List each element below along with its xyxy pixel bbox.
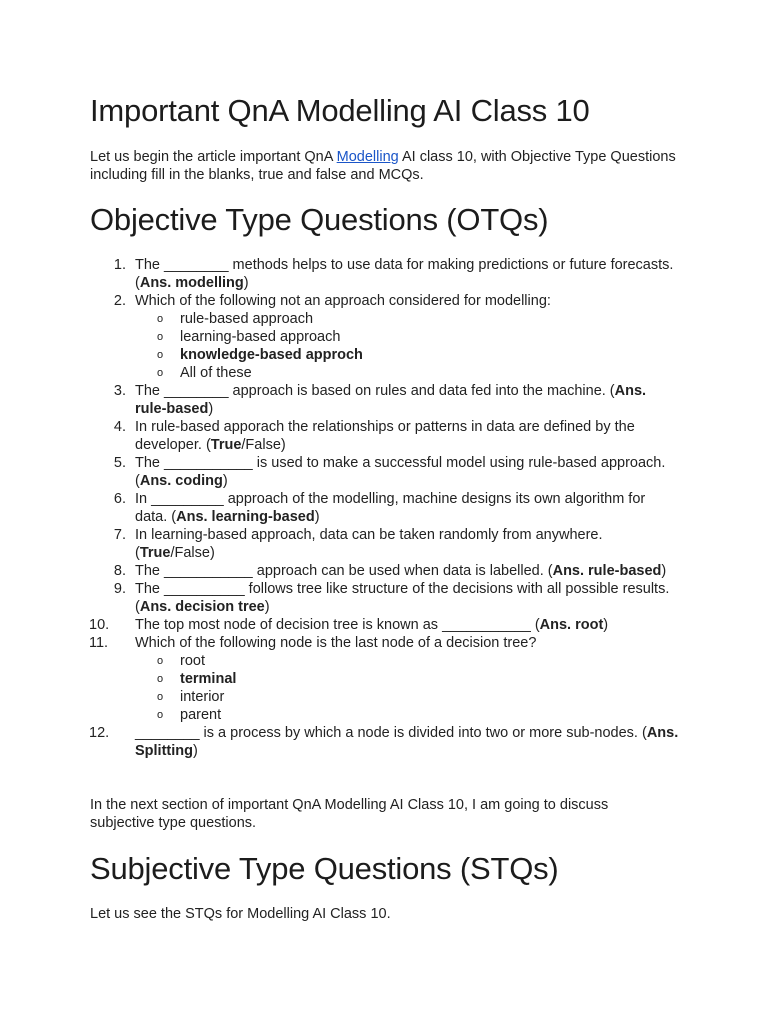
answer: Ans. root: [539, 617, 604, 633]
question-text: In _________ approach of the modelling, machine designs its own algorithm for data. (: [135, 491, 646, 525]
question-number: 11.: [89, 635, 109, 651]
circle-bullet-icon: o: [157, 709, 164, 721]
question-4: [90, 418, 680, 454]
question-9: [90, 580, 680, 616]
question-text: The top most node of decision tree is known as ___________ (: [135, 617, 540, 633]
intro-paragraph: [90, 148, 690, 184]
question-7: [90, 526, 680, 562]
question-number: 6.: [113, 491, 126, 507]
question-text: In rule-based apporach the relationships or patterns in data are defined by the developer. (: [135, 419, 635, 453]
question-number: 2.: [113, 293, 126, 309]
circle-bullet-icon: o: [157, 313, 164, 325]
circle-bullet-icon: o: [157, 673, 164, 685]
question-text-end: ): [314, 509, 320, 525]
option: o learning-based approach: [157, 329, 341, 345]
question-number: 8.: [113, 563, 126, 579]
question-10: [90, 616, 680, 634]
answer: Ans. rule-based: [552, 563, 662, 579]
option: o parent: [157, 707, 222, 723]
question-text: The ___________ approach can be used when data is labelled. (: [135, 563, 553, 579]
question-number: 3.: [113, 383, 126, 399]
question-number: 1.: [113, 257, 126, 273]
option: o interior: [157, 689, 225, 705]
question-12: [90, 724, 680, 760]
answer: True: [139, 545, 171, 561]
answer: Ans. Splitting: [135, 725, 679, 759]
question-8: [90, 562, 680, 580]
question-text: ________ is a process by which a node is divided into two or more sub-nodes. (: [135, 725, 647, 741]
question-text-end: ): [603, 617, 609, 633]
circle-bullet-icon: o: [157, 655, 164, 667]
answer: Ans. decision tree: [139, 599, 265, 615]
question-text-end: /False): [241, 437, 286, 453]
question-text: Which of the following not an approach considered for modelling:: [135, 293, 551, 309]
option-list: [135, 310, 680, 382]
question-text-end: ): [243, 275, 249, 291]
stq-heading: Subjective Type Questions (STQs): [90, 851, 559, 886]
question-6: [90, 490, 680, 526]
answer: Ans. coding: [139, 473, 223, 489]
question-text: The ________ methods helps to use data for making predictions or future forecasts. (: [135, 257, 674, 291]
question-11: [90, 634, 680, 724]
question-number: 5.: [113, 455, 126, 471]
circle-bullet-icon: o: [157, 349, 164, 361]
question-text-end: ): [222, 473, 228, 489]
question-text-end: ): [193, 743, 198, 759]
modelling-link[interactable]: Modelling: [336, 149, 399, 165]
question-5: [90, 454, 680, 490]
question-text-end: ): [208, 401, 214, 417]
question-number: 4.: [113, 419, 126, 435]
question-number: 7.: [113, 527, 126, 543]
question-text: Which of the following node is the last node of a decision tree?: [135, 635, 537, 651]
question-1: [90, 256, 680, 292]
circle-bullet-icon: o: [157, 331, 164, 343]
circle-bullet-icon: o: [157, 367, 164, 379]
question-2: [90, 292, 680, 382]
intro-text-start: Let us begin the article important QnA: [90, 149, 337, 165]
answer: True: [210, 437, 242, 453]
circle-bullet-icon: o: [157, 691, 164, 703]
question-text: The ________ approach is based on rules and data fed into the machine. (: [135, 383, 615, 399]
answer: Ans. modelling: [139, 275, 244, 291]
option: o rule-based approach: [157, 311, 314, 327]
question-list: [90, 256, 680, 760]
question-text: The ___________ is used to make a successful model using rule-based approach. (: [135, 455, 666, 489]
question-number: 12.: [89, 725, 110, 741]
transition-paragraph: In the next section of important QnA Modelling AI Class 10, I am going to discuss subjective type questions.: [90, 797, 609, 831]
question-3: [90, 382, 680, 418]
option-correct: o knowledge-based approch: [157, 347, 363, 363]
question-text-end: /False): [170, 545, 215, 561]
stq-intro-paragraph: Let us see the STQs for Modelling AI Class 10.: [90, 906, 391, 922]
option-list: [135, 652, 680, 724]
question-text-end: ): [264, 599, 270, 615]
option: o All of these: [157, 365, 252, 381]
intro-text-end: AI class 10, with Objective Type Questions including fill in the blanks, true and false and MCQs.: [90, 149, 676, 183]
answer: Ans. learning-based: [176, 509, 315, 525]
question-text-end: ): [661, 563, 667, 579]
option-correct: o terminal: [157, 671, 237, 687]
option: o root: [157, 653, 205, 669]
otq-heading: Objective Type Questions (OTQs): [90, 202, 549, 237]
question-number: 10.: [89, 617, 110, 633]
question-text: The __________ follows tree like structure of the decisions with all possible results. (: [135, 581, 670, 615]
page-title: Important QnA Modelling AI Class 10: [90, 93, 590, 128]
question-text: In learning-based approach, data can be taken randomly from anywhere. (: [135, 527, 603, 561]
question-number: 9.: [113, 581, 126, 597]
answer: Ans. rule-based: [135, 383, 647, 417]
